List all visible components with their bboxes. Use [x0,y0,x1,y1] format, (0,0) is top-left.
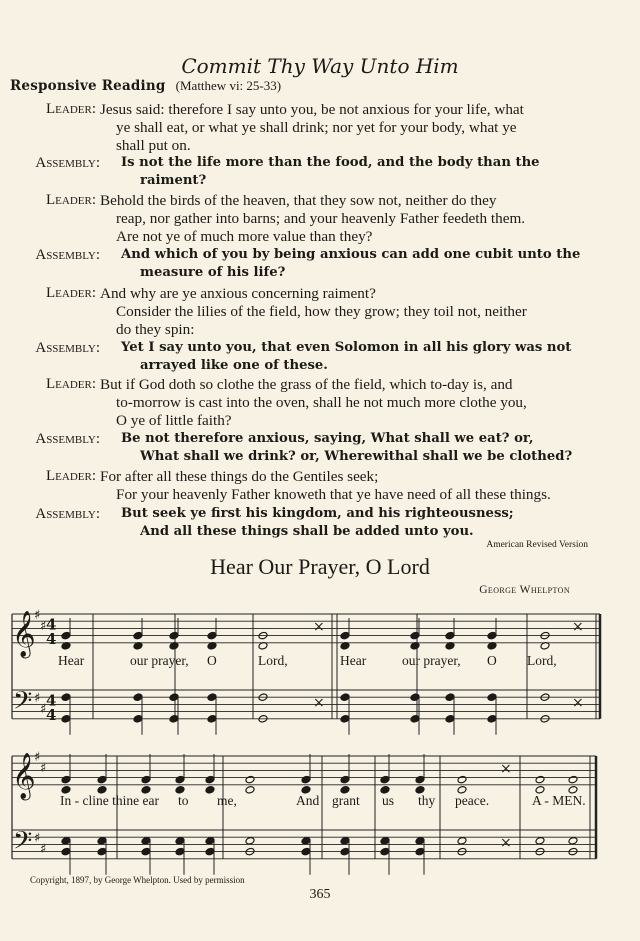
rest: × [500,760,512,777]
note-head [61,693,71,702]
rest: × [572,618,584,635]
text-line: ye shall eat, or what ye shall drink; nor yet for your body, what ye [116,119,517,137]
note-head [133,715,143,724]
sharp-sign: ♯ [34,691,41,707]
text-line: For your heavenly Father knoweth that ye have need of all these things. [116,486,551,504]
note-head [410,715,420,724]
copyright-notice: Copyright, 1897, by George Whelpton. Used by permission [30,875,245,885]
note-head [61,775,71,784]
note-head [301,775,311,784]
text-line: And which of you by being anxious can add one cubit unto the [121,247,581,262]
note-head [487,693,497,702]
note-head [301,837,311,846]
lyric-syllable: Lord, [258,653,288,668]
lyric-syllable: grant [332,793,360,808]
note-head [340,631,350,640]
text-line: And why are ye anxious concerning raiment? [100,285,376,302]
lyric-syllable: me, [217,793,237,808]
text-line: Consider the lilies of the field, how they grow; they toil not, neither [116,303,527,321]
lyric-syllable: peace. [455,793,490,808]
speaker-label: Assembly: [35,431,100,447]
note-head [380,847,390,856]
lyric-syllable: thy [418,793,436,808]
version-note: American Revised Version [486,540,588,550]
text-line: reap, nor gather into barns; and your heavenly Father feedeth them. [116,210,526,228]
note-head [487,631,497,640]
note-head [175,847,185,856]
note-head [380,775,390,784]
text-line: to-morrow is cast into the oven, shall he not much more clothe you, [116,394,527,412]
speaker-label: Assembly: [35,506,100,522]
note-head [415,847,425,856]
note-head [61,715,71,724]
lyric-syllable: Hear [58,653,85,668]
time-signature: 4 [46,705,57,724]
speaker-label: Leader: [46,468,96,484]
sharp-sign: ♯ [34,750,41,765]
text-line: But if God doth so clothe the grass of the field, which to-day is, and [100,376,513,393]
note-head [133,631,143,640]
sharp-sign: ♯ [40,618,47,634]
speaker-label: Leader: [46,285,96,301]
note-head [61,631,71,640]
note-head [169,715,179,724]
text-line: But seek ye first his kingdom, and his righteousness; [121,506,514,521]
note-head [445,715,455,724]
sharp-sign: ♯ [34,608,41,623]
sharp-sign: ♯ [40,760,47,776]
note-head [340,693,350,702]
note-head [535,775,545,784]
note-head [169,631,179,640]
note-head [207,715,217,724]
bass-clef: 𝄢 [13,686,33,722]
speaker-label: Assembly: [35,155,100,171]
note-head [61,837,71,846]
text-line: Is not the life more than the food, and the body than the [121,155,540,170]
note-head [340,715,350,724]
note-head [340,847,350,856]
note-head [175,837,185,846]
treble-clef: 𝄞 [12,610,36,657]
lyric-syllable: our prayer, [130,653,189,668]
text-line: Are not ye of much more value than they? [116,228,373,246]
note-head [340,775,350,784]
text-line: measure of his life? [140,265,286,281]
note-head [133,693,143,702]
note-head [245,786,255,795]
note-head [245,837,255,846]
note-head [245,775,255,784]
time-signature: 4 [46,629,57,648]
note-head [301,847,311,856]
note-head [415,837,425,846]
note-head [445,693,455,702]
note-head [141,847,151,856]
note-head [535,837,545,846]
note-head [205,847,215,856]
text-line: What shall we drink? or, Wherewithal shall we be clothed? [140,449,573,465]
note-head [207,631,217,640]
speaker-label: Assembly: [35,340,100,356]
text-line: And all these things shall be added unto you. [140,524,474,540]
note-head [205,837,215,846]
note-head [207,693,217,702]
text-line: arrayed like one of these. [140,358,328,374]
note-head [457,775,467,784]
note-head [205,775,215,784]
lyric-syllable: A - MEN. [532,793,586,808]
treble-clef: 𝄞 [12,752,36,799]
sharp-sign: ♯ [40,842,47,857]
speaker-label: Assembly: [35,247,100,263]
bass-clef: 𝄢 [13,826,33,862]
note-head [380,837,390,846]
note-head [141,837,151,846]
speaker-label: Leader: [46,101,96,117]
speaker-label: Leader: [46,376,96,392]
lyric-syllable: us [382,793,395,808]
text-line: Yet I say unto you, that even Solomon in all his glory was not [121,340,572,355]
page-number: 365 [309,887,331,902]
lyric-syllable: O [487,653,497,668]
lyric-syllable: to [178,793,189,808]
note-head [487,715,497,724]
lyric-syllable: Hear [340,653,367,668]
hymn-title: Hear Our Prayer, O Lord [210,554,430,579]
note-head [97,775,107,784]
note-head [97,847,107,856]
reading-title: Commit Thy Way Unto Him [181,54,459,78]
time-signature: 4 [46,615,57,634]
rest: × [572,694,584,711]
note-head [61,847,71,856]
text-line: O ye of little faith? [116,412,232,430]
note-head [169,693,179,702]
note-head [457,837,467,846]
text-line: do they spin: [116,321,195,339]
text-line: Behold the birds of the heaven, that they sow not, neither do they [100,192,497,209]
rest: × [500,834,512,851]
sharp-sign: ♯ [34,831,41,847]
note-head [415,775,425,784]
note-head [205,786,215,795]
note-head [141,775,151,784]
note-head [445,631,455,640]
note-head [410,693,420,702]
lyric-syllable: our prayer, [402,653,461,668]
note-head [568,775,578,784]
text-line: For after all these things do the Gentiles seek; [100,468,379,485]
note-head [175,775,185,784]
note-head [97,837,107,846]
lyric-syllable: Lord, [527,653,557,668]
lyric-syllable: In - cline thine ear [60,793,159,808]
rest: × [313,694,325,711]
text-line: Jesus said: therefore I say unto you, be not anxious for your life, what [100,101,524,118]
scripture-reference: (Matthew vi: 25-33) [175,78,282,93]
rest: × [313,618,325,635]
text-line: raiment? [140,173,207,189]
note-head [410,631,420,640]
text-line: shall put on. [116,137,191,155]
text-line: Be not therefore anxious, saying, What shall we eat? or, [121,431,534,446]
responsive-reading-label: Responsive Reading [10,78,166,94]
lyric-syllable: And [296,793,320,808]
time-signature: 4 [46,691,57,710]
composer-credit: George Whelpton [479,584,570,596]
speaker-label: Leader: [46,192,96,208]
lyric-syllable: O [207,653,217,668]
note-head [568,837,578,846]
sharp-sign: ♯ [40,702,47,717]
note-head [340,837,350,846]
